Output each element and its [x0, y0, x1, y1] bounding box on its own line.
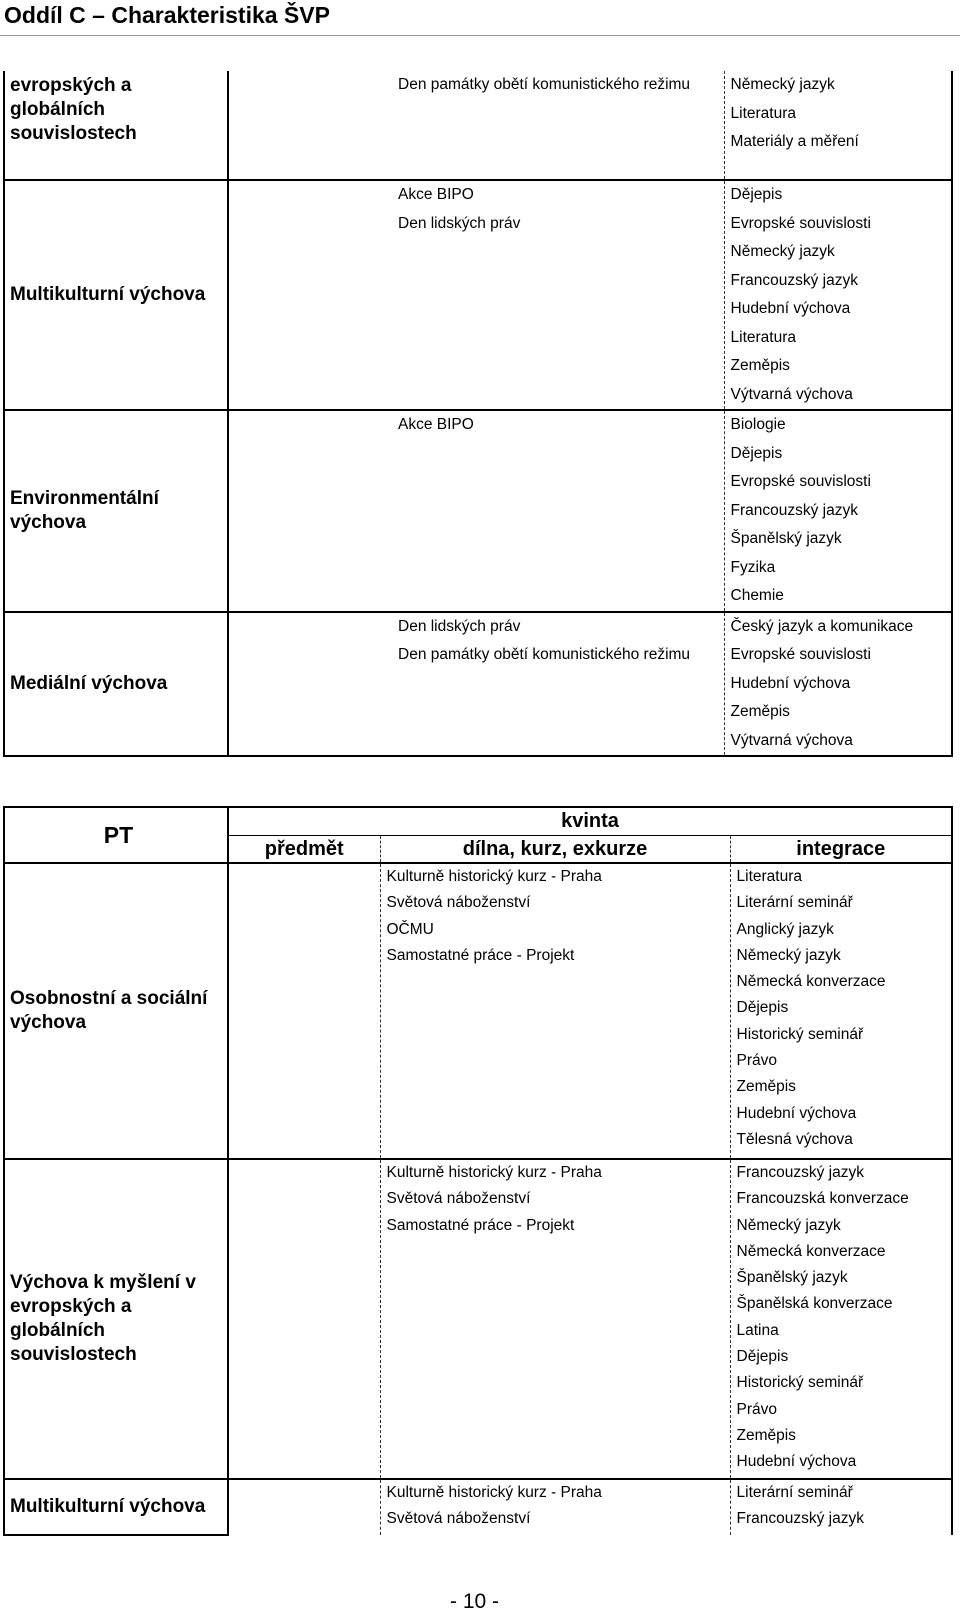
integration-item: Dějepis: [736, 999, 789, 1017]
action-item: Den lidských práv: [398, 214, 521, 232]
actions-cell: [398, 180, 724, 410]
page-number: - 10 -: [450, 1590, 500, 1613]
theme-label: Multikulturní výchova: [4, 180, 228, 410]
action-item: Den lidských práv: [398, 617, 521, 635]
integration-item: Dějepis: [730, 444, 783, 462]
theme-label: Osobnostní a sociální výchova: [4, 863, 228, 1159]
integration-item: Evropské souvislosti: [730, 214, 871, 232]
integration-item: Materiály a měření: [730, 133, 859, 150]
integration-cell: [724, 71, 952, 180]
integration-item: Historický seminář: [736, 1025, 864, 1043]
integration-item: Chemie: [730, 587, 784, 604]
integration-item: Literární seminář: [736, 1484, 853, 1501]
integration-item: Výtvarná výchova: [730, 385, 853, 403]
action-item: Světová náboženství: [386, 1510, 531, 1528]
integration-item: Dějepis: [730, 186, 783, 203]
integration-item: Právo: [736, 1400, 777, 1418]
integration-item: Biologie: [730, 416, 786, 433]
action-item: Kulturně historický kurz - Praha: [386, 868, 602, 885]
integration-item: Hudební výchova: [736, 1104, 857, 1122]
action-item: Den památky obětí komunistického režimu: [398, 646, 691, 663]
integration-item: Francouzský jazyk: [730, 501, 858, 519]
integration-cell: [724, 612, 952, 757]
action-item: Světová náboženství: [386, 1190, 531, 1208]
integration-item: Historický seminář: [736, 1374, 864, 1392]
integration-item: Anglický jazyk: [736, 920, 834, 938]
integration-item: Evropské souvislosti: [730, 473, 871, 490]
integration-item: Hudební výchova: [730, 300, 851, 317]
actions-cell: [398, 612, 724, 757]
integration-item: Literární seminář: [736, 894, 853, 912]
integration-cell: [724, 180, 952, 410]
action-item: Kulturně historický kurz - Praha: [386, 1484, 602, 1501]
action-item: Samostatné práce - Projekt: [386, 1216, 575, 1234]
section-heading: Oddíl C – Charakteristika ŠVP: [4, 2, 330, 28]
integration-cell: [730, 1479, 952, 1535]
integration-item: Literatura: [736, 868, 802, 885]
integration-item: Tělesná výchova: [736, 1130, 853, 1148]
actions-cell: [398, 71, 724, 180]
integration-cell: [730, 863, 952, 1159]
theme-label: Mediální výchova: [4, 612, 228, 757]
integration-item: Francouzský jazyk: [736, 1164, 864, 1181]
integration-item: Španělský jazyk: [730, 530, 842, 547]
actions-cell: [380, 863, 730, 1159]
integration-item: Fyzika: [730, 558, 776, 576]
theme-label: Multikulturní výchova: [4, 1479, 228, 1535]
integration-item: Německý jazyk: [736, 946, 841, 964]
integration-item: Španělská konverzace: [736, 1295, 893, 1313]
integration-item: Český jazyk a komunikace: [730, 617, 914, 635]
year-label: kvinta: [228, 807, 952, 835]
action-item: Akce BIPO: [398, 416, 474, 433]
actions-cell: [380, 1479, 730, 1535]
theme-label: Environmentální výchova: [4, 410, 228, 612]
integration-cell: [724, 410, 952, 612]
theme-label: Výchova k myšlení v evropských a globálních souvislostech: [4, 1159, 228, 1479]
integration-item: Latina: [736, 1321, 779, 1339]
integration-item: Francouzská konverzace: [736, 1190, 909, 1208]
action-item: Akce BIPO: [398, 186, 474, 203]
integration-item: Zeměpis: [736, 1078, 796, 1096]
integration-item: Zeměpis: [730, 703, 790, 720]
integration-item: Evropské souvislosti: [730, 646, 871, 663]
integration-item: Právo: [736, 1052, 777, 1070]
integration-item: Hudební výchova: [736, 1453, 857, 1471]
pt-label: PT: [4, 807, 228, 863]
integration-item: Německý jazyk: [730, 76, 835, 93]
integration-item: Hudební výchova: [730, 674, 851, 692]
integration-item: Literatura: [730, 328, 796, 346]
integration-item: Literatura: [730, 104, 796, 122]
integration-item: Francouzský jazyk: [730, 271, 858, 289]
actions-cell: [398, 410, 724, 612]
action-item: Den památky obětí komunistického režimu: [398, 76, 691, 93]
integration-item: Zeměpis: [736, 1426, 796, 1444]
action-item: Samostatné práce - Projekt: [386, 946, 575, 964]
integration-item: Francouzský jazyk: [736, 1510, 864, 1528]
integration-item: Německá konverzace: [736, 1242, 886, 1260]
action-item: Světová náboženství: [386, 894, 531, 912]
col-integration-header: integrace: [730, 835, 952, 863]
col-workshop-header: dílna, kurz, exkurze: [380, 835, 730, 863]
cross-curricular-table-1: [3, 71, 953, 757]
integration-item: Dějepis: [736, 1348, 789, 1366]
integration-item: Španělský jazyk: [736, 1269, 848, 1287]
integration-cell: [730, 1159, 952, 1479]
integration-item: Výtvarná výchova: [730, 731, 853, 749]
header-rule: [0, 35, 960, 36]
integration-item: Zeměpis: [730, 357, 790, 374]
integration-item: Německá konverzace: [736, 973, 886, 991]
actions-cell: [380, 1159, 730, 1479]
action-item: OČMU: [386, 920, 434, 938]
action-item: Kulturně historický kurz - Praha: [386, 1164, 602, 1181]
cross-curricular-table-2: [3, 806, 953, 1536]
integration-item: Německý jazyk: [730, 243, 835, 260]
col-subject-header: předmět: [228, 835, 380, 863]
integration-item: Německý jazyk: [736, 1216, 841, 1234]
theme-label: evropských a globálních souvislostech: [4, 71, 228, 180]
